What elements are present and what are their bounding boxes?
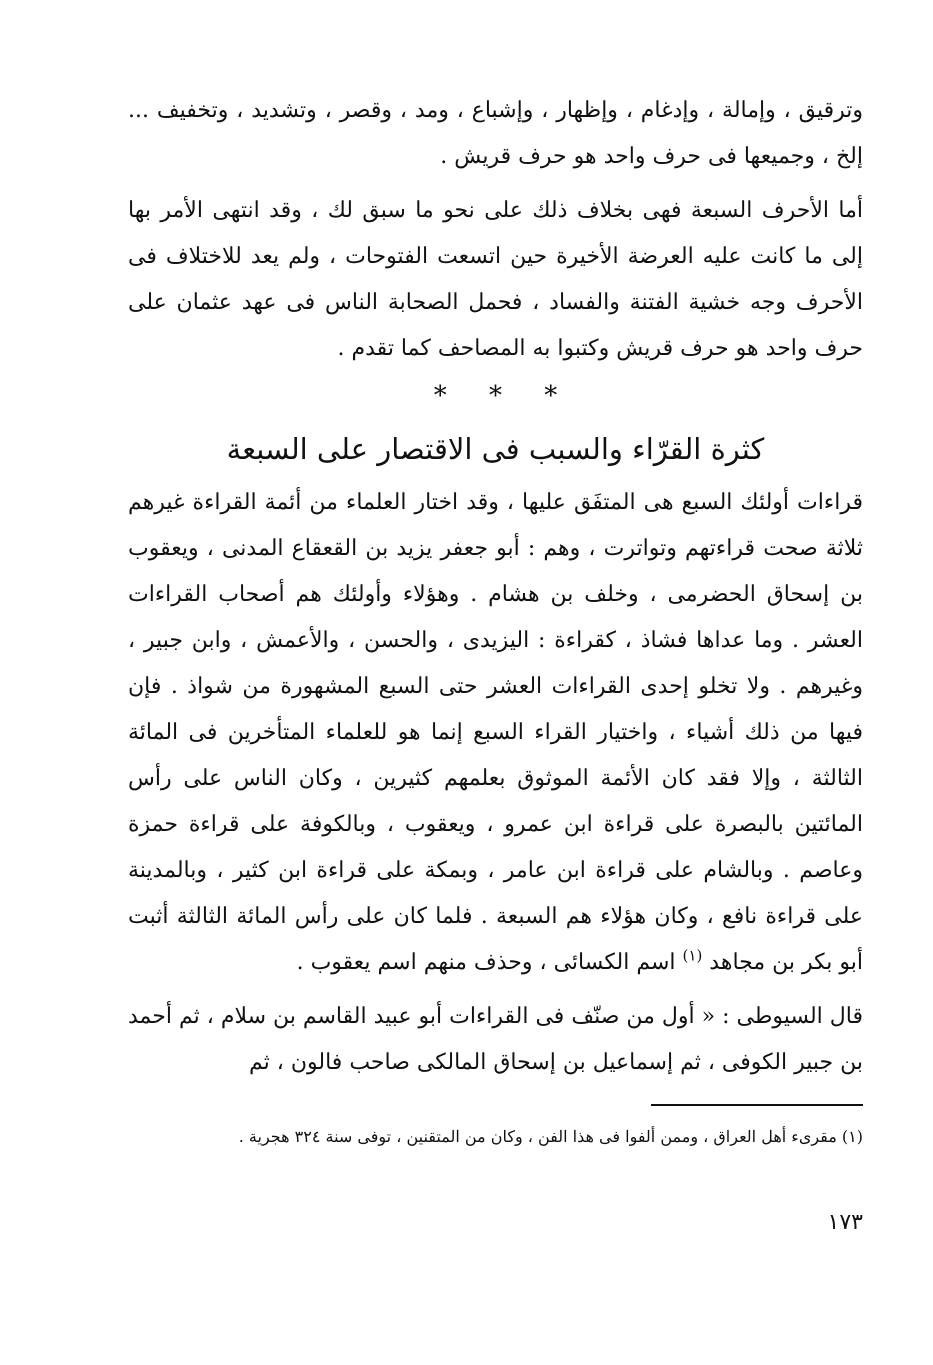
paragraph-3 <box>128 480 863 986</box>
footnote-marker: (١) <box>682 946 703 965</box>
section-heading: كثرة القرّاء والسبب فى الاقتصار على السبعة <box>226 432 765 466</box>
footnote: (١) مقرىء أهل العراق ، وممن ألفوا فى هذا الفن ، وكان من المتقنين ، توفى سنة ٣٢٤ هجرية . <box>238 1127 863 1146</box>
paragraph-2: أما الأحرف السبعة فهى بخلاف ذلك على نحو ما سبق لك ، وقد انتهى الأمر بها إلى ما كانت عليه العرضة الأخيرة حين اتسعت الفتوحات ، ولم يعد للاختلاف فى الأحرف وجه خشية الفتنة والفساد ، فحمل الصحابة الناس فى عهد عثمان على حرف واحد هو حرف قريش وكتبوا به المصاحف كما تقدم . <box>128 198 863 361</box>
paragraph-3-tail: اسم الكسائى ، وحذف منهم اسم يعقوب . <box>296 950 676 975</box>
paragraph-3-text: قراءات أولئك السبع هى المتفَق عليها ، وقد اختار العلماء من أئمة القراءة غيرهم ثلاثة صحت قراءتهم وتواترت ، وهم : أبو جعفر يزيد بن القعقاع المدنى ، ويعقوب بن إسحاق الحضرمى ، وخلف بن هشام . وهؤلاء وأولئك هم أصحاب القراءات العشر . وما عداها فشاذ ، كقراءة : اليزيدى ، والحسن ، والأعمش ، وابن جبير ، وغيرهم . ولا تخلو إحدى القراءات العشر حتى السبع المشهورة من شواذ . فإن فيها من ذلك أشياء ، واختيار القراء السبع إنما هو للعلماء المتأخرين فى المائة الثالثة ، وإلا فقد كان الأئمة الموثوق بعلمهم كثيرين ، وكان الناس على رأس المائتين بالبصرة على قراءة ابن عمرو ، ويعقوب ، وبالكوفة على قراءة حمزة وعاصم . وبالشام على قراءة ابن عامر ، وبمكة على قراءة ابن كثير ، وبالمدينة على قراءة نافع ، وكان هؤلاء هم السبعة . فلما كان على رأس المائة الثالثة أثبت أبو بكر بن مجاهد <box>128 490 863 975</box>
page-body <box>128 80 863 1086</box>
paragraph-1: وترقيق ، وإمالة ، وإدغام ، وإظهار ، وإشباع ، ومد ، وقصر ، وتشديد ، وتخفيف ... إلخ ، وجميعها فى حرف واحد هو حرف قريش . <box>128 98 863 169</box>
section-separator: * * * <box>433 381 558 411</box>
paragraph-4: قال السيوطى : « أول من صنّف فى القراءات أبو عبيد القاسم بن سلام ، ثم أحمد بن جبير الكوفى ، ثم إسماعيل بن إسحاق المالكى صاحب فالون ، ثم <box>128 1004 863 1075</box>
page-number: ١٧٣ <box>827 1210 863 1235</box>
footnote-divider <box>651 1104 863 1106</box>
